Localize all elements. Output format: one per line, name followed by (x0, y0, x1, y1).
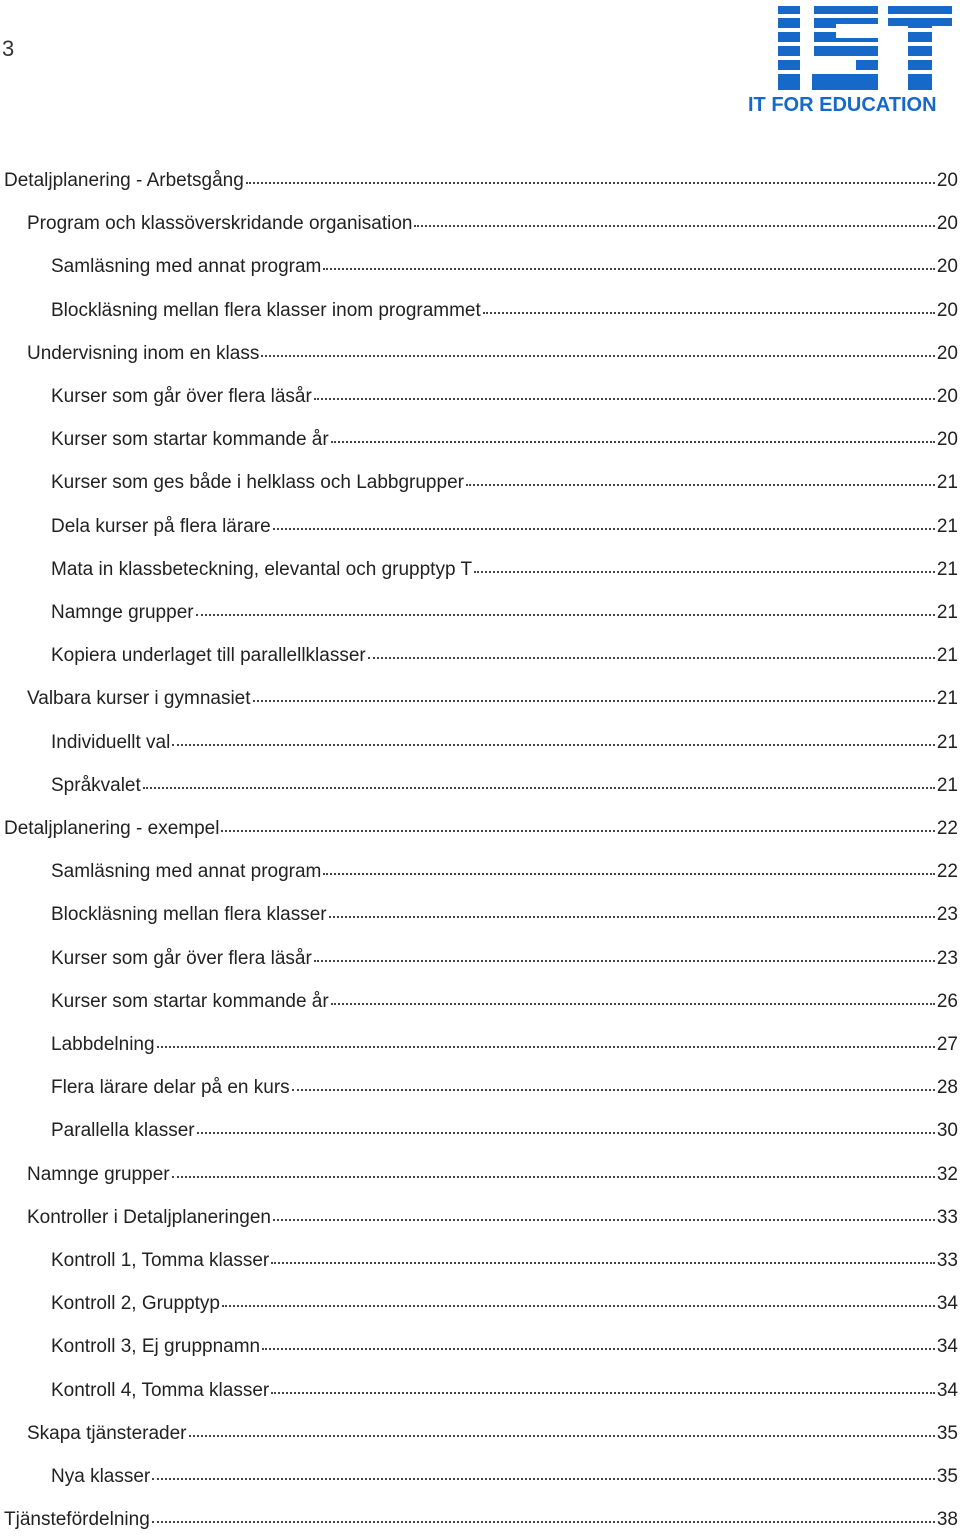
toc-leader-dots (323, 254, 934, 270)
toc-entry[interactable] (0, 775, 960, 803)
toc-entry-page: 34 (936, 1293, 958, 1315)
toc-entry-label: Kurser som ges både i helklass och Labbgrupper (51, 472, 464, 494)
toc-entry[interactable] (0, 602, 960, 630)
toc-entry-label: Blockläsning mellan flera klasser (51, 904, 327, 926)
toc-entry[interactable] (0, 1207, 960, 1235)
toc-entry-label: Namnge grupper (27, 1163, 170, 1185)
toc-leader-dots (331, 427, 935, 443)
toc-leader-dots (329, 902, 935, 918)
toc-entry-label: Blockläsning mellan flera klasser inom programmet (51, 299, 481, 321)
toc-entry[interactable] (0, 1120, 960, 1148)
toc-entry-label: Kurser som går över flera läsår (51, 386, 312, 407)
toc-leader-dots (292, 1075, 935, 1091)
toc-leader-dots (314, 384, 935, 400)
toc-entry-label: Kontroller i Detaljplaneringen (27, 1206, 271, 1228)
toc-entry[interactable] (0, 1380, 960, 1408)
toc-entry[interactable] (0, 991, 960, 1019)
toc-entry-page: 35 (936, 1466, 958, 1487)
toc-entry[interactable] (0, 213, 960, 241)
toc-entry-label: Mata in klassbeteckning, elevantal och grupptyp T (51, 558, 473, 580)
toc-entry-label: Individuellt val (51, 731, 171, 753)
toc-leader-dots (271, 1248, 935, 1264)
toc-entry-label: Kontroll 4, Tomma klasser (51, 1379, 270, 1401)
toc-entry-label: Språkvalet (51, 774, 141, 796)
toc-entry-page: 20 (936, 213, 958, 235)
toc-entry-page: 21 (936, 602, 958, 623)
toc-entry-label: Kurser som går över flera läsår (51, 947, 312, 969)
toc-leader-dots (273, 1205, 935, 1221)
toc-leader-dots (189, 1421, 935, 1437)
toc-entry[interactable] (0, 1466, 960, 1494)
toc-entry[interactable] (0, 1034, 960, 1062)
toc-entry-page: 30 (936, 1120, 958, 1142)
toc-entry[interactable] (0, 732, 960, 760)
toc-entry-page: 27 (936, 1034, 958, 1055)
toc-entry-page: 35 (936, 1422, 958, 1444)
toc-entry-page: 23 (936, 947, 958, 969)
toc-entry-page: 20 (936, 256, 958, 278)
toc-entry-label: Kontroll 2, Grupptyp (51, 1293, 220, 1315)
toc-leader-dots (152, 1464, 935, 1480)
toc-entry-label: Samläsning med annat program (51, 256, 322, 278)
toc-leader-dots (331, 989, 935, 1005)
toc-entry-label: Parallella klasser (51, 1120, 195, 1142)
toc-entry-page: 21 (936, 472, 958, 494)
toc-leader-dots (143, 773, 935, 789)
toc-leader-dots (368, 643, 935, 659)
toc-entry-page: 26 (936, 990, 958, 1012)
toc-entry-page: 21 (936, 558, 958, 580)
toc-leader-dots (246, 168, 935, 184)
toc-leader-dots (271, 1378, 935, 1394)
toc-entry-label: Detaljplanering - exempel (4, 818, 220, 839)
toc-leader-dots (152, 1507, 935, 1523)
toc-entry-label: Flera lärare delar på en kurs (51, 1077, 290, 1099)
toc-leader-dots (197, 1118, 935, 1134)
toc-entry[interactable] (0, 688, 960, 716)
logo-tagline: IT FOR EDUCATION (748, 94, 937, 116)
toc-entry[interactable] (0, 559, 960, 587)
toc-entry-page: 33 (936, 1250, 958, 1271)
toc-entry-label: Valbara kurser i gymnasiet (27, 688, 251, 710)
toc-entry[interactable] (0, 645, 960, 673)
toc-entry-page: 38 (936, 1509, 958, 1531)
toc-entry-page: 20 (936, 170, 958, 191)
toc-entry-label: Nya klasser (51, 1466, 151, 1487)
toc-entry-page: 20 (936, 342, 958, 364)
toc-leader-dots (483, 298, 935, 314)
toc-entry-page: 21 (936, 731, 958, 753)
toc-entry-label: Undervisning inom en klass (27, 342, 260, 364)
toc-leader-dots (466, 470, 935, 486)
toc-entry-page: 22 (936, 861, 958, 883)
toc-leader-dots (157, 1032, 935, 1048)
toc-entry-page: 21 (936, 688, 958, 710)
toc-entry[interactable] (0, 300, 960, 328)
toc-leader-dots (221, 816, 934, 832)
toc-entry-page: 21 (936, 645, 958, 667)
toc-entry-page: 33 (936, 1206, 958, 1228)
toc-entry-label: Labbdelning (51, 1034, 155, 1055)
toc-entry-label: Detaljplanering - Arbetsgång (4, 170, 244, 191)
toc-leader-dots (222, 1291, 935, 1307)
toc-entry[interactable] (0, 1509, 960, 1537)
toc-entry-page: 34 (936, 1379, 958, 1401)
toc-entry[interactable] (0, 429, 960, 457)
toc-entry-label: Kurser som startar kommande år (51, 990, 329, 1012)
toc-entry-label: Tjänstefördelning (4, 1509, 150, 1531)
toc-entry-page: 21 (936, 774, 958, 796)
toc-entry[interactable] (0, 256, 960, 284)
toc-leader-dots (474, 557, 935, 573)
toc-entry[interactable] (0, 386, 960, 414)
toc-leader-dots (196, 600, 935, 616)
toc-entry[interactable] (0, 904, 960, 932)
toc-entry-label: Dela kurser på flera lärare (51, 515, 271, 537)
toc-entry-label: Namnge grupper (51, 602, 194, 623)
toc-leader-dots (261, 341, 935, 357)
toc-entry-page: 32 (936, 1163, 958, 1185)
toc-entry[interactable] (0, 1250, 960, 1278)
toc-leader-dots (314, 946, 935, 962)
toc-entry-label: Skapa tjänsterader (27, 1422, 187, 1444)
toc-entry-page: 22 (936, 818, 958, 839)
toc-entry[interactable] (0, 472, 960, 500)
toc-entry[interactable] (0, 1164, 960, 1192)
toc-entry-page: 28 (936, 1077, 958, 1099)
toc-leader-dots (273, 514, 935, 530)
toc-entry-label: Samläsning med annat program (51, 861, 322, 883)
toc-entry-page: 34 (936, 1336, 958, 1358)
toc-entry-page: 20 (936, 299, 958, 321)
toc-entry-page: 20 (936, 429, 958, 451)
toc-leader-dots (172, 730, 935, 746)
toc-entry-label: Kopiera underlaget till parallellklasser (51, 645, 366, 667)
toc-leader-dots (253, 686, 935, 702)
toc-entry[interactable] (0, 170, 960, 198)
toc-entry[interactable] (0, 818, 960, 846)
toc-entry[interactable] (0, 1293, 960, 1321)
toc-entry[interactable] (0, 861, 960, 889)
toc-entry-page: 20 (936, 386, 958, 407)
toc-entry-label: Kurser som startar kommande år (51, 429, 329, 451)
toc-leader-dots (323, 859, 934, 875)
toc-entry-label: Kontroll 1, Tomma klasser (51, 1250, 270, 1271)
toc-entry[interactable] (0, 343, 960, 371)
toc-entry[interactable] (0, 1077, 960, 1105)
ist-logo (742, 4, 954, 118)
toc-entry[interactable] (0, 1423, 960, 1451)
toc-entry[interactable] (0, 516, 960, 544)
toc-leader-dots (414, 211, 934, 227)
toc-entry-label: Kontroll 3, Ej gruppnamn (51, 1336, 261, 1358)
ist-wordmark-icon (742, 4, 954, 94)
toc-leader-dots (262, 1334, 935, 1350)
toc-leader-dots (172, 1162, 935, 1178)
toc-entry[interactable] (0, 1336, 960, 1364)
toc-entry-label: Program och klassöverskridande organisation (27, 213, 413, 235)
toc-entry-page: 23 (936, 904, 958, 926)
toc-entry-page: 21 (936, 515, 958, 537)
toc-entry[interactable] (0, 948, 960, 976)
page-number: 3 (2, 36, 15, 61)
